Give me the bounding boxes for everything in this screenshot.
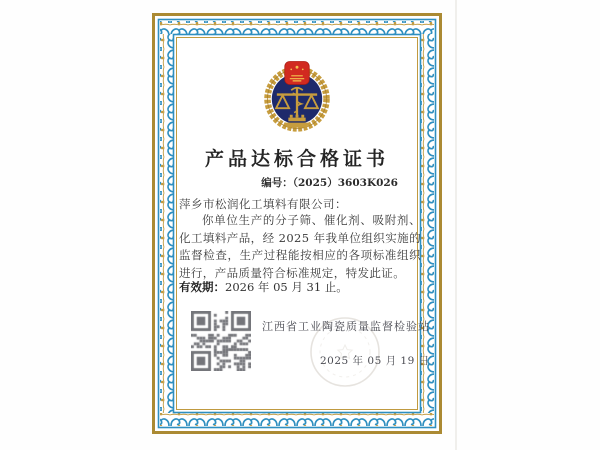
qr-code bbox=[191, 311, 251, 371]
scan-page-edge bbox=[455, 0, 457, 450]
validity-value: 2026 年 05 月 31 止。 bbox=[225, 280, 348, 294]
recipient-company: 萍乡市松润化工填料有限公司： bbox=[179, 197, 347, 211]
quality-supervision-badge-icon bbox=[261, 57, 333, 135]
validity-line bbox=[179, 279, 348, 295]
certificate-number bbox=[261, 175, 398, 190]
certificate-number-value: （2025）3603K026 bbox=[292, 177, 398, 189]
certificate-number-label: 编号： bbox=[261, 177, 293, 189]
certificate-title: 产品达标合格证书 bbox=[204, 148, 389, 170]
certificate bbox=[152, 13, 442, 434]
issuing-organization: 江西省工业陶瓷质量监督检验站 bbox=[262, 320, 430, 333]
certificate-body-text: 你单位生产的分子筛、催化剂、吸附剂、化工填料产品，经 2025 年我单位组织实施的监督检查，生产过程能按相应的各项标准组织进行，产品质量符合标准规定，特发此证。 bbox=[179, 213, 421, 280]
validity-label: 有效期： bbox=[179, 280, 225, 294]
issue-date: 2025 年 05 月 19 日 bbox=[320, 355, 430, 367]
